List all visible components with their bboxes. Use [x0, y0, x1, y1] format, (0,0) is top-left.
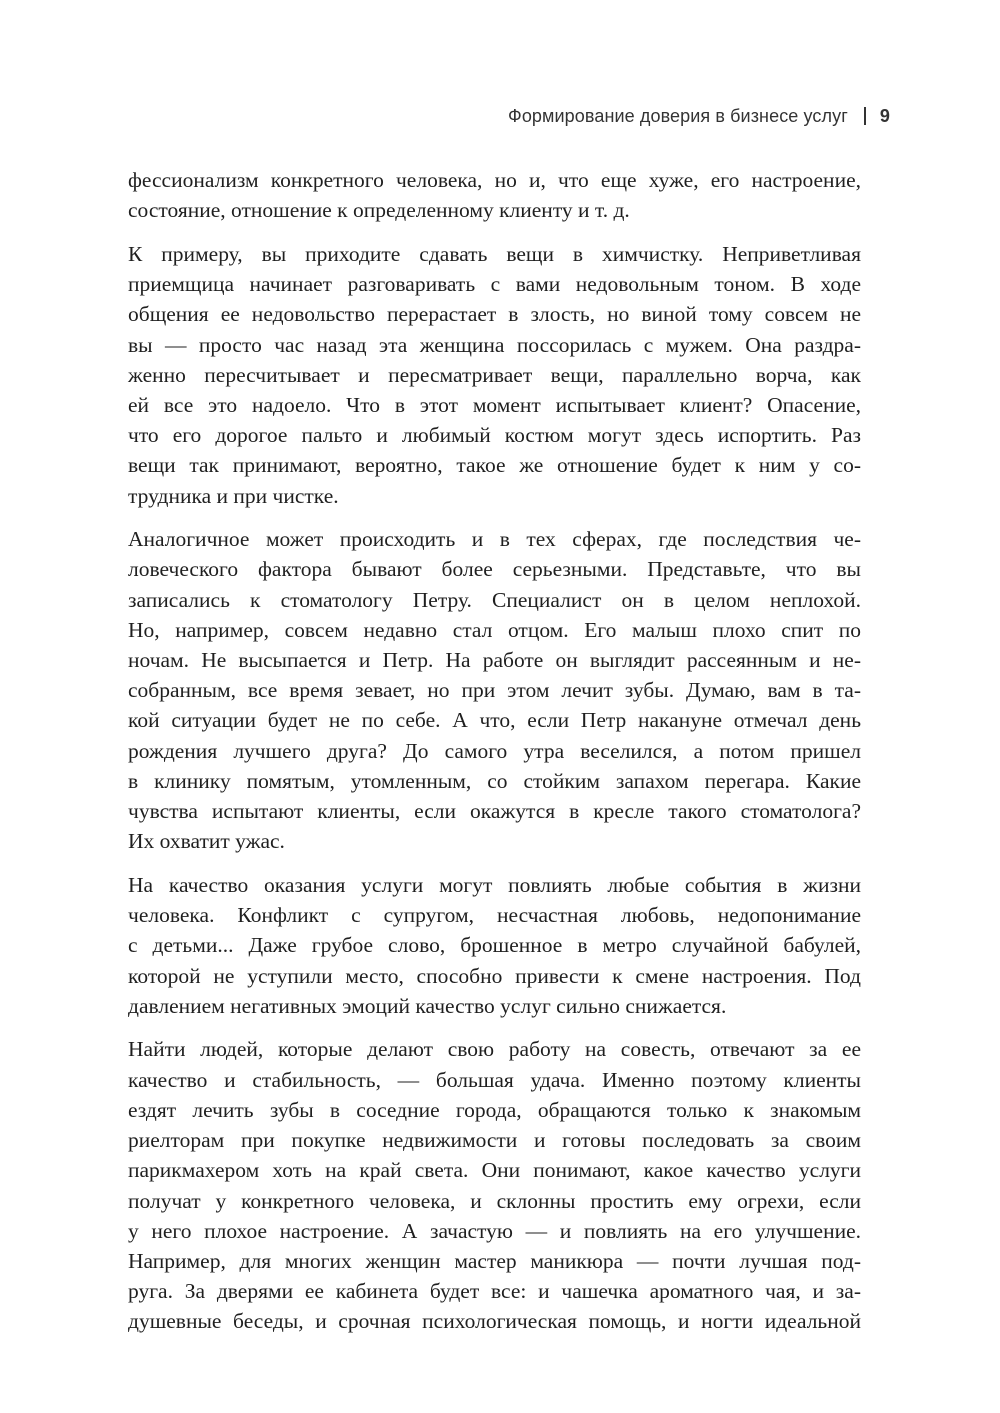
text-line: вы — просто час назад эта женщина поссорилась с мужем. Она раздра-: [128, 332, 861, 357]
text-line: качество и стабильность, — большая удача. Именно поэтому клиенты: [128, 1067, 861, 1092]
paragraph-5: [128, 1034, 861, 1336]
text-line: парикмахером хоть на край света. Они понимают, какое качество услуги: [128, 1158, 861, 1183]
text-line: чувства испытают клиенты, если окажутся в кресле такого стоматолога?: [128, 799, 861, 824]
text-line: ловеческого фактора бывают более серьезными. Представьте, что вы: [128, 557, 861, 582]
text-line: человека. Конфликт с супругом, несчастная любовь, недопонимание: [128, 903, 861, 928]
text-line: трудника и при чистке.: [128, 483, 339, 508]
text-line: риелторам при покупке недвижимости и готовы последовать за своим: [128, 1128, 861, 1153]
text-line: давлением негативных эмоций качество услуг сильно снижается.: [128, 993, 727, 1018]
text-line: с детьми... Даже грубое слово, брошенное в метро случайной бабулей,: [128, 933, 861, 958]
text-line: кой ситуации будет не по себе. А что, если Петр накануне отмечал день: [128, 708, 861, 733]
text-line: что его дорогое пальто и любимый костюм могут здесь испортить. Раз: [128, 423, 861, 448]
text-line: руга. За дверями ее кабинета будет все: и чашечка ароматного чая, и за-: [128, 1279, 861, 1304]
text-line: Например, для многих женщин мастер маникюра — почти лучшая под-: [128, 1248, 861, 1273]
text-line: которой не уступили место, способно привести к смене настроения. Под: [128, 963, 861, 988]
header-divider: [864, 107, 866, 125]
text-line: женно пересчитывает и пересматривает вещи, параллельно ворча, как: [128, 362, 861, 387]
text-line: собранным, все время зевает, но при этом лечит зубы. Думаю, вам в та-: [128, 678, 861, 703]
paragraph-2: [128, 239, 861, 511]
text-line: душевные беседы, и срочная психологическая помощь, и ногти идеальной: [128, 1309, 861, 1334]
text-line: приемщица начинает разговаривать с вами недовольным тоном. В ходе: [128, 272, 861, 297]
text-line: получат у конкретного человека, и склонны простить ему огрехи, если: [128, 1188, 861, 1213]
text-line: ночам. Не высыпается и Петр. На работе он выглядит рассеянным и не-: [128, 648, 861, 673]
paragraph-4: [128, 870, 861, 1021]
text-line: Найти людей, которые делают свою работу на совесть, отвечают за ее: [128, 1037, 861, 1062]
paragraph-3: [128, 524, 861, 856]
text-line: На качество оказания услуги могут повлиять любые события в жизни: [128, 872, 861, 897]
text-line: записались к стоматологу Петру. Специалист он в целом неплохой.: [128, 587, 861, 612]
text-line: в клинику помятым, утомленным, со стойким запахом перегара. Какие: [128, 768, 861, 793]
text-line: ей все это надоело. Что в этот момент испытывает клиент? Опасение,: [128, 392, 861, 417]
running-header: [508, 103, 890, 129]
text-line: фессионализм конкретного человека, но и, что еще хуже, его настроение,: [128, 168, 861, 192]
text-line: у него плохое настроение. А зачастую — и повлиять на его улучшение.: [128, 1218, 861, 1243]
chapter-title: Формирование доверия в бизнесе услуг: [508, 105, 848, 126]
text-line: ездят лечить зубы в соседние города, обращаются только к знакомым: [128, 1097, 861, 1122]
page-number: 9: [879, 105, 890, 126]
text-line: состояние, отношение к определенному клиенту и т. д.: [128, 198, 630, 223]
text-line: Их охватит ужас.: [128, 829, 285, 854]
paragraph-1: [128, 165, 861, 225]
body-text: [128, 165, 861, 1350]
text-line: общения ее недовольство перерастает в злость, но виной тому совсем не: [128, 302, 861, 327]
text-line: вещи так принимают, вероятно, такое же отношение будет к ним у со-: [128, 453, 861, 478]
text-line: К примеру, вы приходите сдавать вещи в химчистку. Неприветливая: [128, 241, 861, 266]
text-line: Аналогичное может происходить и в тех сферах, где последствия че-: [128, 527, 861, 552]
text-line: Но, например, совсем недавно стал отцом. Его малыш плохо спит по: [128, 617, 861, 642]
text-line: рождения лучшего друга? До самого утра веселился, а потом пришел: [128, 738, 861, 763]
